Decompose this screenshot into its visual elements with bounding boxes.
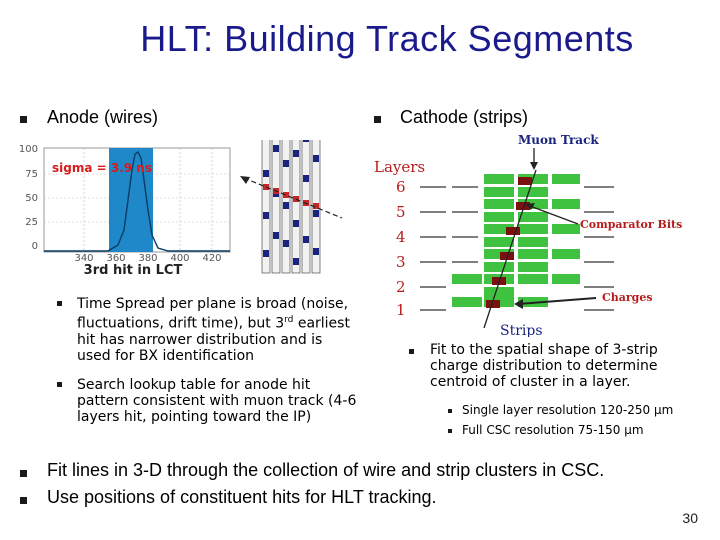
cathode-heading: Cathode (strips) — [400, 107, 529, 127]
muon-track-label: Muon Track — [518, 133, 599, 147]
anode-bullet-1 — [77, 296, 357, 364]
bullet-marker — [57, 301, 62, 306]
cathode-sub-bullet-1: Single layer resolution 120-250 µm — [462, 403, 674, 417]
y-tick: 0 — [31, 241, 38, 252]
layer-number: 5 — [396, 203, 406, 221]
hist-xlabel: 3rd hit in LCT — [83, 263, 183, 278]
page-title: HLT: Building Track Segments — [140, 18, 634, 59]
x-tick: 400 — [170, 253, 190, 264]
layer-number: 3 — [396, 253, 406, 271]
comparator-bits-label: Comparator Bits — [580, 218, 683, 231]
bottom-bullet-1: Fit lines in 3-D through the collection of wire and strip clusters in CSC. — [47, 460, 605, 480]
layer-number: 4 — [396, 228, 406, 246]
sigma-label: sigma = 3.9 ns — [52, 161, 152, 175]
superscript: rd — [284, 315, 294, 325]
bullet-marker — [57, 382, 62, 387]
layers-label: Layers — [374, 158, 426, 176]
anode-bullet-1-text-cont: earliest hit has narrower distribution and is used for BX identification — [77, 315, 350, 364]
y-tick: 25 — [25, 217, 38, 228]
charges-label: Charges — [602, 291, 653, 304]
page-number: 30 — [682, 510, 698, 526]
layer-number: 2 — [396, 278, 406, 296]
bullet-marker — [20, 116, 27, 123]
anode-bullet-2: Search lookup table for anode hit pattern consistent with muon track (4-6 layers hit, pointing toward the IP) — [77, 377, 357, 425]
anode-heading: Anode (wires) — [47, 107, 159, 127]
wire-planes — [240, 140, 342, 273]
x-tick: 380 — [138, 253, 158, 264]
x-tick: 360 — [106, 253, 126, 264]
y-tick: 100 — [18, 144, 38, 155]
cathode-strips-diagram — [368, 132, 688, 337]
bullet-marker — [448, 409, 452, 413]
bullet-marker — [448, 429, 452, 433]
bullet-marker — [374, 116, 381, 123]
strips-label: Strips — [500, 323, 543, 337]
y-tick: 75 — [25, 169, 38, 180]
bottom-bullet-2: Use positions of constituent hits for HLT tracking. — [47, 487, 437, 507]
y-tick: 50 — [25, 193, 38, 204]
bullet-marker — [409, 349, 414, 354]
cathode-bullet: Fit to the spatial shape of 3-strip charge distribution to determine centroid of cluster in a layer. — [430, 342, 658, 390]
bullet-marker — [20, 497, 27, 504]
layer-number: 1 — [396, 301, 406, 319]
layer-number: 6 — [396, 178, 406, 196]
anode-histogram — [18, 140, 353, 285]
cathode-sub-bullet-2: Full CSC resolution 75-150 µm — [462, 423, 644, 437]
x-tick: 420 — [202, 253, 222, 264]
anode-bullet-1-text: Time Spread per plane is broad (noise, fluctuations, drift time), but 3 — [77, 296, 349, 332]
x-tick: 340 — [74, 253, 94, 264]
bullet-marker — [20, 470, 27, 477]
